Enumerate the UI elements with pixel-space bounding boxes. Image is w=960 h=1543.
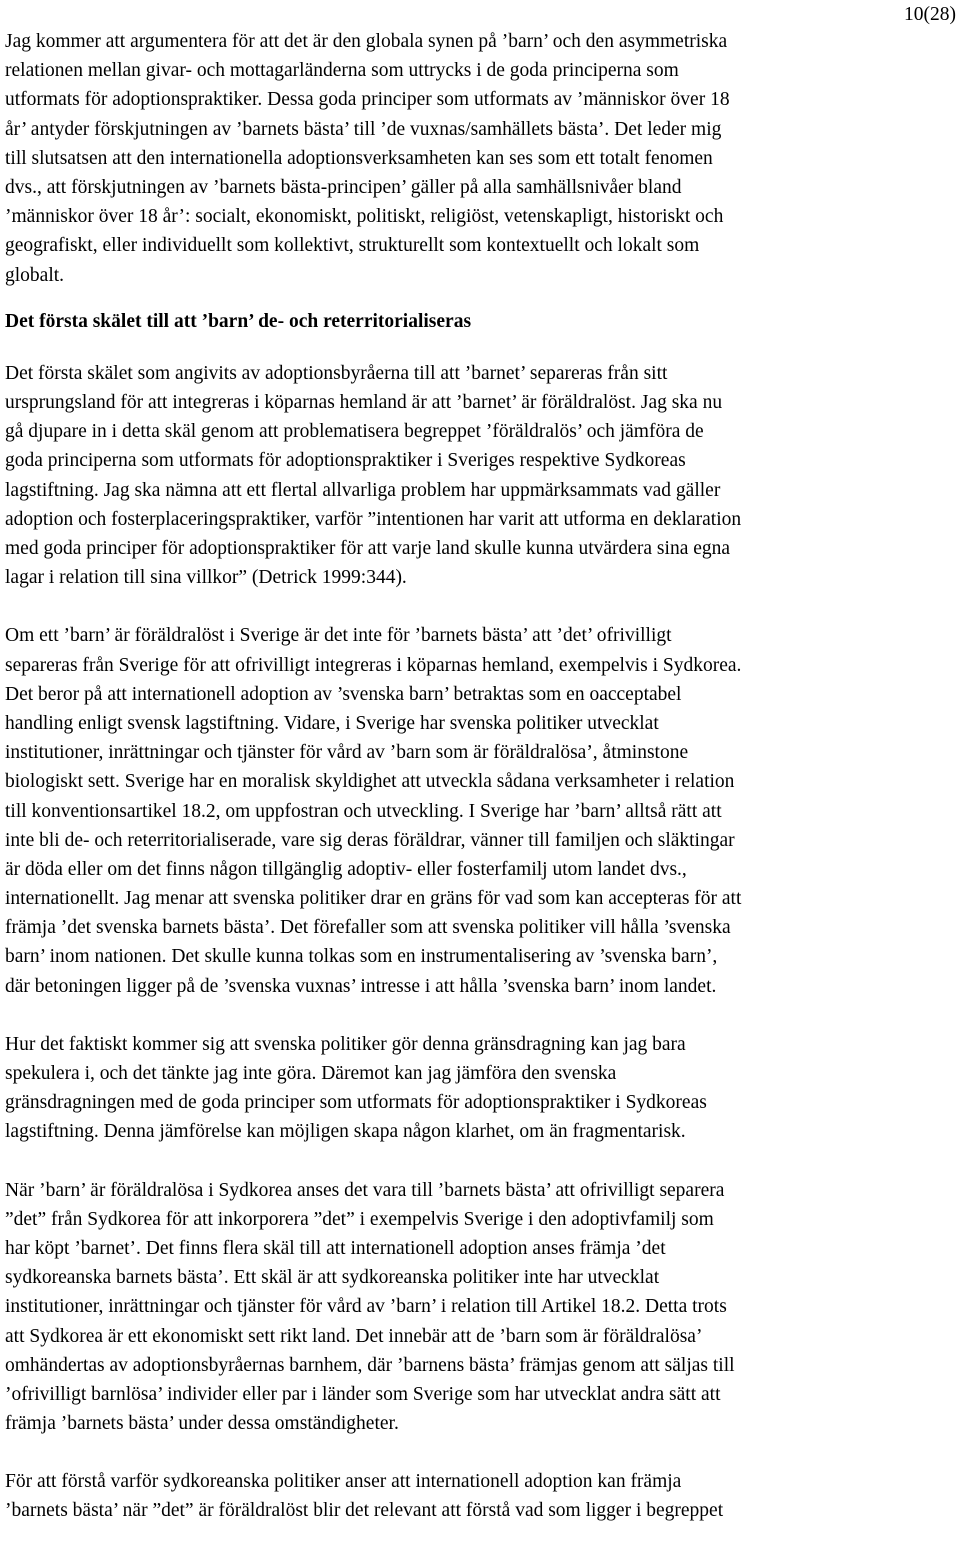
text-line: till slutsatsen att den internationella adoptionsverksamheten kan ses som ett totalt fenomen <box>5 147 713 169</box>
text-line: Jag kommer att argumentera för att det är den globala synen på ’barn’ och den asymmetriska <box>5 31 728 52</box>
text-line: spekulera i, och det tänkte jag inte göra. Däremot kan jag jämföra den svenska <box>5 1063 617 1085</box>
text-line: lagstiftning. Denna jämförelse kan möjligen skapa någon klarhet, om än fragmentarisk. <box>5 1121 686 1143</box>
text-line: institutioner, inrättningar och tjänster för vård av ’barn’ i relation till Artikel 18.2. Detta trots <box>5 1296 727 1318</box>
text-line: geografiskt, eller individuellt som kollektivt, strukturellt som kontextuellt och lokalt som <box>5 235 700 257</box>
paragraph-4 <box>5 1030 959 1147</box>
text-line: utformats för adoptionspraktiker. Dessa goda principer som utformats av ’människor över 18 <box>5 89 730 111</box>
text-line: omhändertas av adoptionsbyråernas barnhem, där ’barnens bästa’ främjas genom att säljas till <box>5 1354 735 1376</box>
text-line: är döda eller om det finns någon tillgänglig adoptiv- eller fosterfamilj utom landet dvs., <box>5 858 687 880</box>
text-line: För att förstå varför sydkoreanska politiker anser att internationell adoption kan främja <box>5 1471 682 1493</box>
paragraph-3 <box>5 621 959 1000</box>
text-line: gå djupare in i detta skäl genom att problematisera begreppet ’föräldralös’ och jämföra de <box>5 421 704 443</box>
text-line: gränsdragningen med de goda principer som utformats för adoptionspraktiker i Sydkoreas <box>5 1092 707 1114</box>
text-line: främja ’det svenska barnets bästa’. Det förefaller som att svenska politiker vill hålla ’svenska <box>5 917 731 939</box>
text-line: adoption och fosterplaceringspraktiker, varför ”intentionen har varit att utforma en deklaration <box>5 508 742 530</box>
text-line: att Sydkorea är ett ekonomiskt sett rikt land. Det innebär att de ’barn som är föräldralösa’ <box>5 1325 703 1347</box>
text-line: När ’barn’ är föräldralösa i Sydkorea anses det vara till ’barnets bästa’ att ofrivilligt separera <box>5 1179 725 1201</box>
text-line: sydkoreanska barnets bästa’. Ett skäl är att sydkoreanska politiker inte har utvecklat <box>5 1267 660 1289</box>
section-heading: Det första skälet till att ’barn’ de- och reterritorialiseras <box>5 310 472 332</box>
spacer <box>5 1001 959 1030</box>
paragraph-5 <box>5 1176 959 1439</box>
text-line: ’barnets bästa’ när ”det” är föräldralöst blir det relevant att förstå vad som ligger i begreppet <box>5 1500 724 1522</box>
spacer <box>5 336 959 359</box>
text-line: främja ’barnets bästa’ under dessa omständigheter. <box>5 1413 399 1435</box>
text-line: har köpt ’barnet’. Det finns flera skäl till att internationell adoption anses främja ’det <box>5 1237 666 1259</box>
spacer <box>5 1147 959 1176</box>
text-line: handling enligt svensk lagstiftning. Vidare, i Sverige har svenska politiker utvecklat <box>5 712 659 734</box>
text-line: Om ett ’barn’ är föräldralöst i Sverige är det inte för ’barnets bästa’ att ’det’ ofrivilligt <box>5 625 672 647</box>
text-line: med goda principer för adoptionspraktiker för att varje land skulle kunna utvärdera sina egna <box>5 538 731 560</box>
text-line: ”det” från Sydkorea för att inkorporera ”det” i exempelvis Sverige i den adoptivfamilj som <box>5 1208 714 1230</box>
text-line: Hur det faktiskt kommer sig att svenska politiker gör denna gränsdragning kan jag bara <box>5 1033 686 1055</box>
spacer <box>5 592 959 621</box>
text-line: ursprungsland för att integreras i köparnas hemland är att ’barnet’ är föräldralöst. Jag ska nu <box>5 392 723 414</box>
text-line: biologiskt sett. Sverige har en moralisk skyldighet att utveckla sådana verksamheter i relation <box>5 771 735 793</box>
text-line: ’ofrivilligt barnlösa’ individer eller par i länder som Sverige som har utvecklat andra sätt att <box>5 1383 721 1405</box>
text-line: ’människor över 18 år’: socialt, ekonomiskt, politiskt, religiöst, vetenskapligt, historiskt och <box>5 206 724 228</box>
text-line: år’ antyder förskjutningen av ’barnets bästa’ till ’de vuxnas/samhällets bästa’. Det leder mig <box>5 118 722 140</box>
page-number: 10(28) <box>904 4 956 25</box>
text-line: lagar i relation till sina villkor” (Detrick 1999:344). <box>5 567 407 589</box>
paragraph-1 <box>5 27 959 290</box>
spacer <box>5 1438 959 1467</box>
text-line: relationen mellan givar- och mottagarländerna som uttrycks i de goda principerna som <box>5 60 679 82</box>
text-line: barn’ inom nationen. Det skulle kunna tolkas som en instrumentalisering av ’svenska barn’, <box>5 946 718 968</box>
text-line: goda principerna som utformats för adoptionspraktiker i Sveriges respektive Sydkoreas <box>5 450 686 472</box>
text-line: Det första skälet som angivits av adoptionsbyråerna till att ’barnet’ separeras från sitt <box>5 362 668 384</box>
paragraph-6 <box>5 1467 959 1525</box>
spacer <box>5 290 959 307</box>
text-line: internationellt. Jag menar att svenska politiker drar en gräns för vad som kan accepteras för att <box>5 888 742 910</box>
text-line: lagstiftning. Jag ska nämna att ett flertal allvarliga problem har uppmärksammats vad gäller <box>5 479 721 501</box>
text-line: institutioner, inrättningar och tjänster för vård av ’barn som är föräldralösa’, åtminstone <box>5 742 689 764</box>
text-line: till konventionsartikel 18.2, om uppfostran och utveckling. I Sverige har ’barn’ alltså rätt att <box>5 800 722 822</box>
text-line: där betoningen ligger på de ’svenska vuxnas’ intresse i att hålla ’svenska barn’ inom landet. <box>5 975 717 997</box>
text-line: globalt. <box>5 264 65 286</box>
paragraph-2 <box>5 359 959 593</box>
text-line: inte bli de- och reterritorialiserade, vare sig deras föräldrar, vänner till familjen och släktingar <box>5 829 735 851</box>
text-line: Det beror på att internationell adoption av ’svenska barn’ betraktas som en oacceptabel <box>5 683 682 705</box>
text-line: separeras från Sverige för att ofrivilligt integreras i köparnas hemland, exempelvis i Sydkorea. <box>5 654 742 676</box>
text-line: dvs., att förskjutningen av ’barnets bästa-principen’ gäller på alla samhällsnivåer bland <box>5 176 682 198</box>
document-body <box>5 27 959 1526</box>
